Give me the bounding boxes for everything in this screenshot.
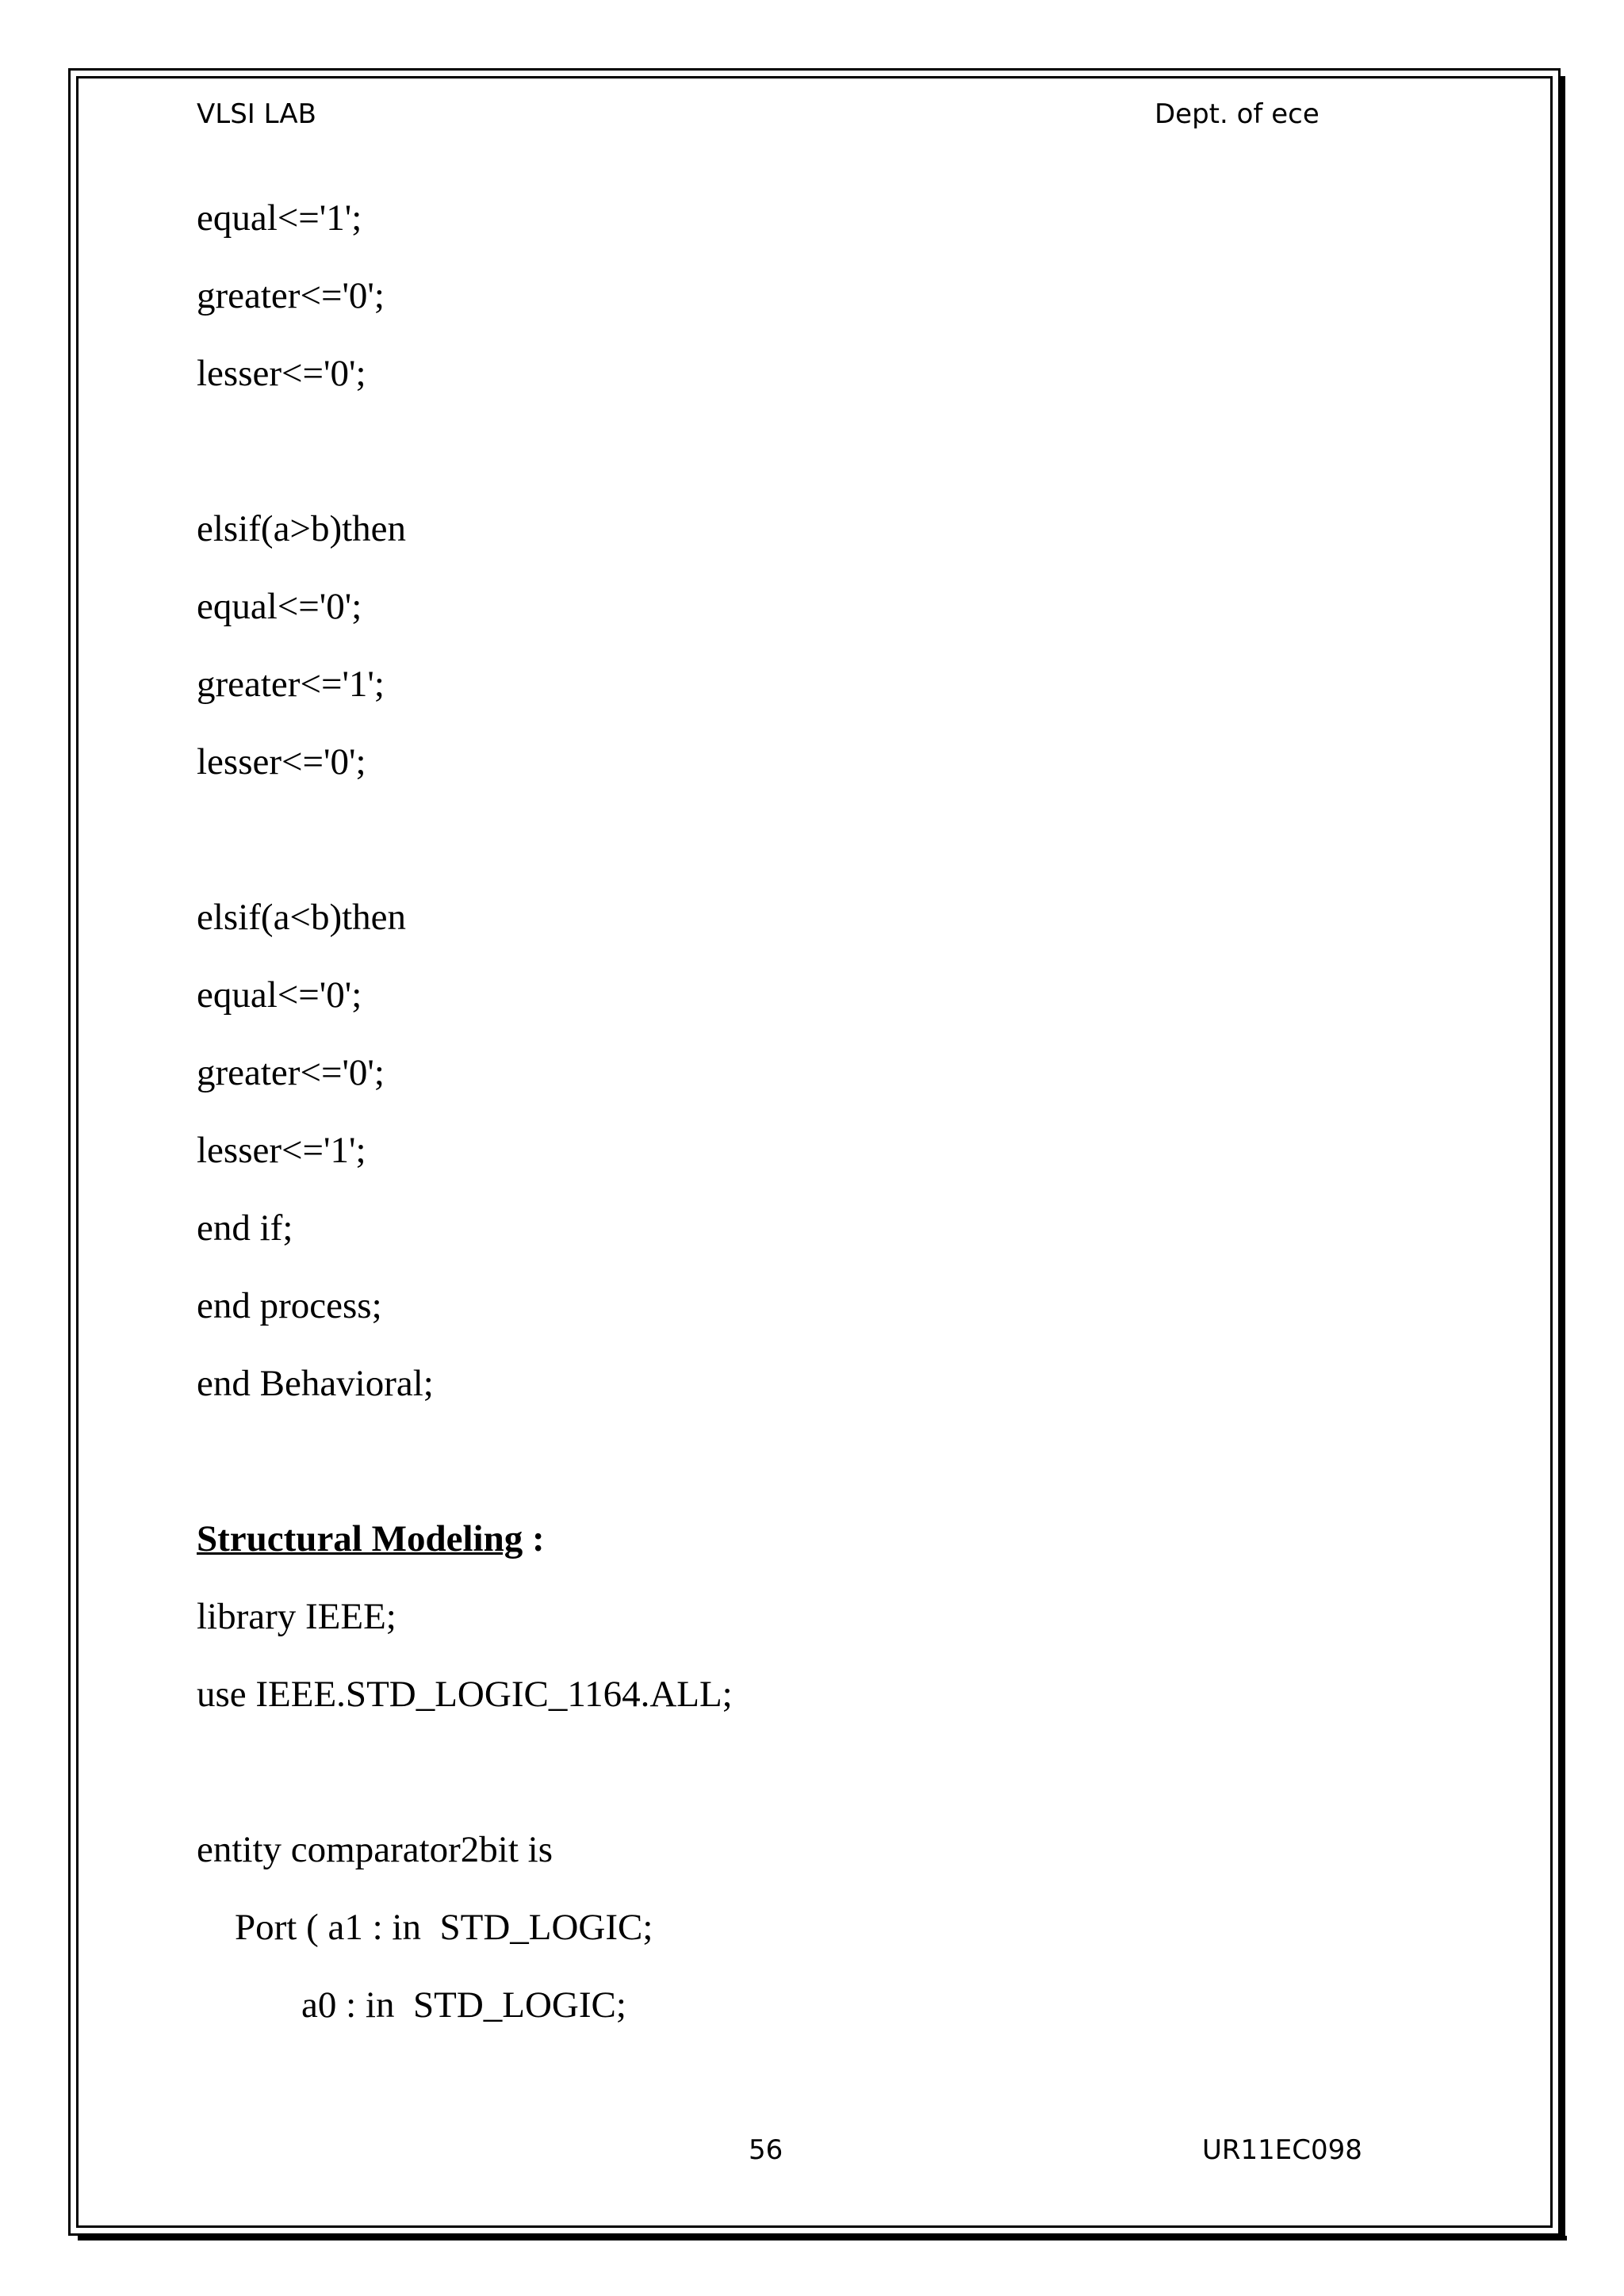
code-line: greater<='0';	[197, 1052, 385, 1093]
section-heading-colon: :	[523, 1518, 545, 1559]
code-line: a0 : in STD_LOGIC;	[301, 1984, 626, 2026]
section-heading-title: Structural Modeling	[197, 1518, 523, 1559]
code-line: end if;	[197, 1207, 293, 1249]
code-line: equal<='0';	[197, 586, 362, 627]
code-line: greater<='0';	[197, 275, 385, 316]
code-line: entity comparator2bit is	[197, 1829, 553, 1870]
code-line: library IEEE;	[197, 1596, 396, 1637]
page-border-shadow-right	[1561, 76, 1565, 2241]
section-heading	[197, 1518, 545, 1559]
page-border-shadow-bottom	[78, 2236, 1567, 2241]
header-lab-title: VLSI LAB	[197, 98, 316, 130]
code-line: end Behavioral;	[197, 1363, 434, 1404]
code-line: greater<='1';	[197, 664, 385, 705]
code-line: elsif(a>b)then	[197, 508, 407, 549]
code-line: equal<='0';	[197, 974, 362, 1016]
code-line: Port ( a1 : in STD_LOGIC;	[235, 1907, 653, 1948]
footer-page-number: 56	[749, 2134, 783, 2166]
footer-roll-number: UR11EC098	[1202, 2134, 1362, 2166]
code-line: lesser<='0';	[197, 353, 366, 394]
code-line: end process;	[197, 1285, 382, 1326]
code-line: lesser<='0';	[197, 741, 366, 783]
header-department: Dept. of ece	[1155, 98, 1320, 130]
code-line: equal<='1';	[197, 197, 362, 239]
code-line: elsif(a<b)then	[197, 897, 407, 938]
code-line: use IEEE.STD_LOGIC_1164.ALL;	[197, 1674, 733, 1715]
code-line: lesser<='1';	[197, 1130, 366, 1171]
